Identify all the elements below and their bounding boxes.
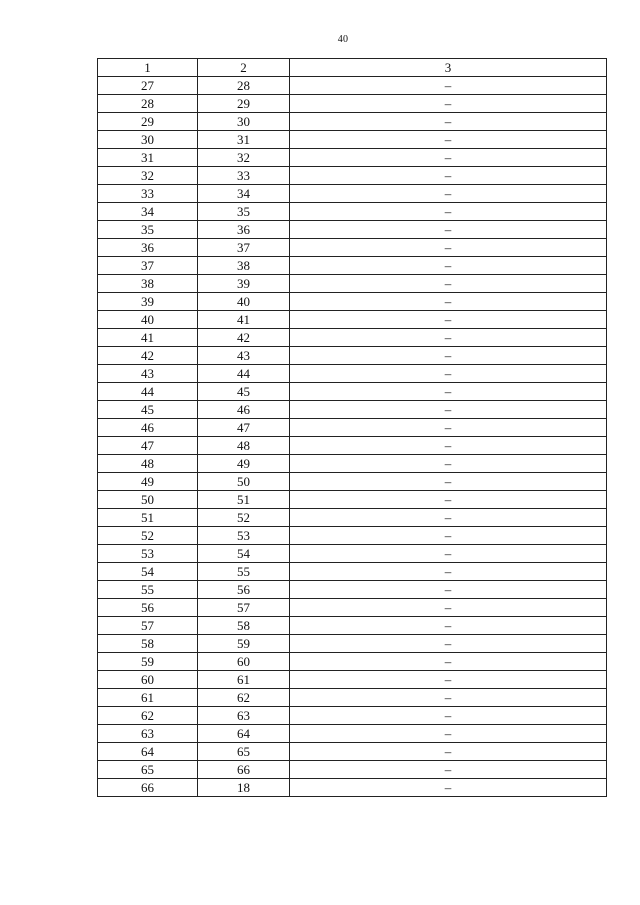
table-cell-col-3: – [290, 455, 607, 473]
table-row [98, 221, 607, 239]
table-cell-col-3: – [290, 563, 607, 581]
table-row [98, 509, 607, 527]
table-cell-col-1: 50 [98, 491, 198, 509]
table-cell-col-2: 59 [198, 635, 290, 653]
table-row [98, 257, 607, 275]
table-cell-col-1: 28 [98, 95, 198, 113]
table-cell-col-3: – [290, 761, 607, 779]
table-cell-col-1: 31 [98, 149, 198, 167]
table-cell-col-3: – [290, 95, 607, 113]
table-row [98, 95, 607, 113]
table-cell-col-1: 64 [98, 743, 198, 761]
table-cell-col-3: – [290, 419, 607, 437]
table-cell-col-3: – [290, 401, 607, 419]
table-cell-col-2: 50 [198, 473, 290, 491]
header-cell-3: 3 [290, 59, 607, 77]
table-cell-col-2: 57 [198, 599, 290, 617]
table-row [98, 275, 607, 293]
table-cell-col-1: 65 [98, 761, 198, 779]
table-cell-col-3: – [290, 347, 607, 365]
table-cell-col-3: – [290, 779, 607, 797]
table-cell-col-2: 65 [198, 743, 290, 761]
table-cell-col-3: – [290, 545, 607, 563]
table-cell-col-1: 29 [98, 113, 198, 131]
table-cell-col-1: 66 [98, 779, 198, 797]
table-cell-col-3: – [290, 581, 607, 599]
table-row [98, 635, 607, 653]
table-cell-col-1: 49 [98, 473, 198, 491]
table-row [98, 779, 607, 797]
table-cell-col-2: 51 [198, 491, 290, 509]
table-cell-col-1: 57 [98, 617, 198, 635]
table-cell-col-2: 48 [198, 437, 290, 455]
table-cell-col-3: – [290, 437, 607, 455]
table-cell-col-2: 34 [198, 185, 290, 203]
table-cell-col-1: 40 [98, 311, 198, 329]
table-cell-col-1: 38 [98, 275, 198, 293]
table-row [98, 131, 607, 149]
table-cell-col-3: – [290, 707, 607, 725]
table-row [98, 77, 607, 95]
table-row [98, 653, 607, 671]
table-row [98, 455, 607, 473]
header-cell-1: 1 [98, 59, 198, 77]
table-cell-col-1: 60 [98, 671, 198, 689]
table-cell-col-3: – [290, 221, 607, 239]
table-cell-col-3: – [290, 203, 607, 221]
table-cell-col-3: – [290, 257, 607, 275]
table-row [98, 149, 607, 167]
table-cell-col-3: – [290, 743, 607, 761]
table-cell-col-3: – [290, 383, 607, 401]
table-cell-col-1: 54 [98, 563, 198, 581]
table-row [98, 167, 607, 185]
table-cell-col-2: 32 [198, 149, 290, 167]
table-cell-col-2: 18 [198, 779, 290, 797]
table-row [98, 671, 607, 689]
table-cell-col-3: – [290, 131, 607, 149]
table-row [98, 113, 607, 131]
page-number: 40 [337, 34, 349, 45]
table-cell-col-3: – [290, 527, 607, 545]
table-row [98, 581, 607, 599]
table-cell-col-2: 52 [198, 509, 290, 527]
table-cell-col-2: 56 [198, 581, 290, 599]
table-cell-col-2: 37 [198, 239, 290, 257]
table-cell-col-2: 64 [198, 725, 290, 743]
table-row [98, 383, 607, 401]
table-row [98, 563, 607, 581]
table-cell-col-2: 63 [198, 707, 290, 725]
table-cell-col-3: – [290, 77, 607, 95]
table-cell-col-1: 56 [98, 599, 198, 617]
table-cell-col-1: 32 [98, 167, 198, 185]
table-cell-col-3: – [290, 653, 607, 671]
table-cell-col-3: – [290, 599, 607, 617]
table-cell-col-2: 42 [198, 329, 290, 347]
table-cell-col-3: – [290, 635, 607, 653]
table-cell-col-2: 53 [198, 527, 290, 545]
table-cell-col-3: – [290, 491, 607, 509]
table-row [98, 689, 607, 707]
table-cell-col-2: 41 [198, 311, 290, 329]
table-cell-col-3: – [290, 617, 607, 635]
table-row [98, 545, 607, 563]
table-cell-col-2: 28 [198, 77, 290, 95]
table-cell-col-3: – [290, 725, 607, 743]
table-row [98, 527, 607, 545]
table-cell-col-3: – [290, 473, 607, 491]
table-cell-col-2: 54 [198, 545, 290, 563]
table-cell-col-1: 35 [98, 221, 198, 239]
table-row [98, 491, 607, 509]
table-cell-col-1: 34 [98, 203, 198, 221]
table-cell-col-3: – [290, 275, 607, 293]
table-cell-col-1: 39 [98, 293, 198, 311]
table-cell-col-3: – [290, 311, 607, 329]
table-row [98, 437, 607, 455]
table-cell-col-1: 41 [98, 329, 198, 347]
table-row [98, 401, 607, 419]
table-cell-col-3: – [290, 365, 607, 383]
table-cell-col-1: 63 [98, 725, 198, 743]
table-row [98, 365, 607, 383]
table-cell-col-1: 46 [98, 419, 198, 437]
table-row [98, 707, 607, 725]
table-cell-col-2: 35 [198, 203, 290, 221]
table-cell-col-2: 47 [198, 419, 290, 437]
table-cell-col-2: 31 [198, 131, 290, 149]
table-body [98, 59, 607, 797]
table-cell-col-1: 62 [98, 707, 198, 725]
table-cell-col-2: 55 [198, 563, 290, 581]
table-cell-col-3: – [290, 509, 607, 527]
table-cell-col-2: 46 [198, 401, 290, 419]
table-cell-col-2: 40 [198, 293, 290, 311]
table-header-row [98, 59, 607, 77]
table-cell-col-1: 44 [98, 383, 198, 401]
data-table [97, 58, 607, 797]
table-cell-col-1: 47 [98, 437, 198, 455]
table-cell-col-2: 43 [198, 347, 290, 365]
table-cell-col-1: 43 [98, 365, 198, 383]
table-cell-col-2: 61 [198, 671, 290, 689]
table-cell-col-2: 66 [198, 761, 290, 779]
table-cell-col-2: 49 [198, 455, 290, 473]
table-cell-col-1: 33 [98, 185, 198, 203]
table-cell-col-2: 45 [198, 383, 290, 401]
table-cell-col-2: 58 [198, 617, 290, 635]
table-row [98, 725, 607, 743]
table-cell-col-3: – [290, 239, 607, 257]
table-cell-col-2: 33 [198, 167, 290, 185]
table-cell-col-3: – [290, 185, 607, 203]
table-cell-col-3: – [290, 671, 607, 689]
table-cell-col-1: 30 [98, 131, 198, 149]
table-row [98, 311, 607, 329]
table-cell-col-3: – [290, 167, 607, 185]
table-row [98, 761, 607, 779]
table-cell-col-1: 55 [98, 581, 198, 599]
table-cell-col-3: – [290, 293, 607, 311]
table-cell-col-2: 62 [198, 689, 290, 707]
table-row [98, 293, 607, 311]
table-cell-col-1: 48 [98, 455, 198, 473]
table-cell-col-2: 39 [198, 275, 290, 293]
table-cell-col-3: – [290, 149, 607, 167]
table-cell-col-1: 45 [98, 401, 198, 419]
table-row [98, 347, 607, 365]
table-cell-col-1: 53 [98, 545, 198, 563]
table-cell-col-1: 52 [98, 527, 198, 545]
table-cell-col-2: 36 [198, 221, 290, 239]
table-row [98, 185, 607, 203]
table-cell-col-3: – [290, 113, 607, 131]
table-row [98, 599, 607, 617]
table-cell-col-1: 51 [98, 509, 198, 527]
table-row [98, 419, 607, 437]
table-row [98, 743, 607, 761]
table-cell-col-1: 59 [98, 653, 198, 671]
table-row [98, 473, 607, 491]
table-cell-col-3: – [290, 689, 607, 707]
table-cell-col-1: 27 [98, 77, 198, 95]
table-cell-col-2: 44 [198, 365, 290, 383]
table-cell-col-2: 30 [198, 113, 290, 131]
table-cell-col-1: 61 [98, 689, 198, 707]
table-cell-col-2: 60 [198, 653, 290, 671]
table-cell-col-2: 38 [198, 257, 290, 275]
table-row [98, 617, 607, 635]
table-row [98, 239, 607, 257]
header-cell-2: 2 [198, 59, 290, 77]
table-cell-col-2: 29 [198, 95, 290, 113]
table-row [98, 203, 607, 221]
table-cell-col-1: 36 [98, 239, 198, 257]
table-cell-col-1: 42 [98, 347, 198, 365]
table-cell-col-1: 58 [98, 635, 198, 653]
table-cell-col-1: 37 [98, 257, 198, 275]
table-row [98, 329, 607, 347]
table-cell-col-3: – [290, 329, 607, 347]
